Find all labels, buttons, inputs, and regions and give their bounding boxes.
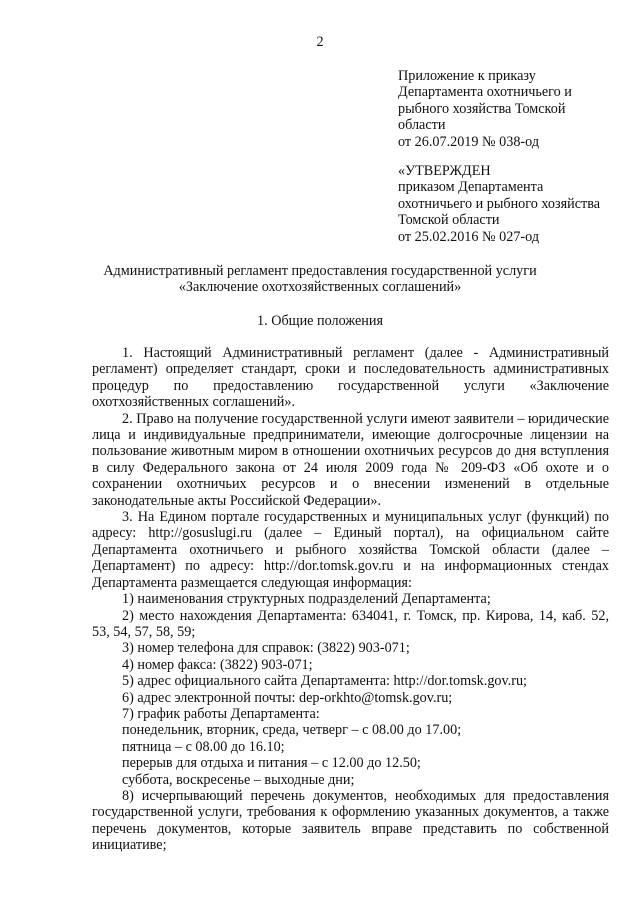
annex-line: от 26.07.2019 № 038-од bbox=[398, 133, 540, 150]
section-title: 1. Общие положения bbox=[257, 313, 383, 329]
approval-line: «УТВЕРЖДЕН bbox=[398, 163, 491, 179]
approval-line: от 25.02.2016 № 027-од bbox=[398, 228, 540, 245]
document-body bbox=[92, 345, 609, 854]
approval-line: Томской области bbox=[398, 212, 500, 229]
list-item: 8) исчерпывающий перечень документов, необходимых для предоставления государственной услуги, требования к оформлению указанных документов, а также перечень документов, которые заявитель вправе представить по собственной инициативе; bbox=[92, 787, 609, 854]
approval-line: приказом Департамента bbox=[398, 179, 544, 196]
paragraph: 1. Настоящий Административный регламент (далее - Административный регламент) определяет стандарт, сроки и последовательность административных процедур по предоставлению государственной услуги «Заключение охотхозяйственных соглашений». bbox=[92, 345, 609, 411]
paragraph: 3. На Едином портале государственных и муниципальных услуг (функций) по адресу: http://gosuslugi.ru (далее – Единый портал), на официальном сайте Департамента охотничьего и рыбного хозяйства Томской области (далее – Департамент) по адресу: http://dor.tomsk.gov.ru и на информационных стендах Департамента размещается следующая информация: bbox=[92, 509, 609, 591]
page-number: 2 bbox=[316, 34, 324, 50]
annex-line: рыбного хозяйства Томской bbox=[398, 100, 566, 117]
document-title: Административный регламент предоставления государственной услуги «Заключение охотхозяйственных соглашений» bbox=[103, 263, 537, 296]
annex-line: Приложение к приказу bbox=[398, 68, 536, 84]
schedule-line: пятница – с 08.00 до 16.10; bbox=[122, 738, 285, 755]
annex-line: области bbox=[398, 117, 446, 134]
schedule-line: суббота, воскресенье – выходные дни; bbox=[122, 771, 355, 788]
list-item: 5) адрес официального сайта Департамента: http://dor.tomsk.gov.ru; bbox=[122, 673, 527, 690]
paragraph: 2. Право на получение государственной услуги имеют заявители – юридические лица и индивидуальные предприниматели, имеющие долгосрочные лицензии на пользование животным миром в отношении охотничьих ресурсов до дня вступления в силу Федерального закона от 24 июля 2009 года № 209-ФЗ «Об охоте и о сохранении охотничьих ресурсов и о внесении изменений в отдельные законодательные акты Российской Федерации». bbox=[92, 410, 609, 509]
schedule-line: понедельник, вторник, среда, четверг – с 08.00 до 17.00; bbox=[122, 722, 462, 739]
list-item: 2) место нахождения Департамента: 634041, г. Томск, пр. Кирова, 14, каб. 52, 53, 54, 57, 58, 59; bbox=[92, 607, 609, 640]
approval-block bbox=[398, 163, 613, 245]
approval-line: охотничьего и рыбного хозяйства bbox=[398, 195, 601, 212]
list-item: 6) адрес электронной почты: dep-orkhto@tomsk.gov.ru; bbox=[122, 689, 453, 706]
annex-block bbox=[398, 68, 598, 150]
schedule-line: перерыв для отдыха и питания – с 12.00 до 12.50; bbox=[122, 755, 421, 772]
list-item: 4) номер факса: (3822) 903-071; bbox=[122, 656, 313, 673]
list-item: 7) график работы Департамента: bbox=[122, 705, 320, 722]
list-item: 1) наименования структурных подразделений Департамента; bbox=[122, 591, 491, 608]
list-item: 3) номер телефона для справок: (3822) 903-071; bbox=[122, 640, 410, 657]
annex-line: Департамента охотничьего и bbox=[398, 84, 572, 101]
